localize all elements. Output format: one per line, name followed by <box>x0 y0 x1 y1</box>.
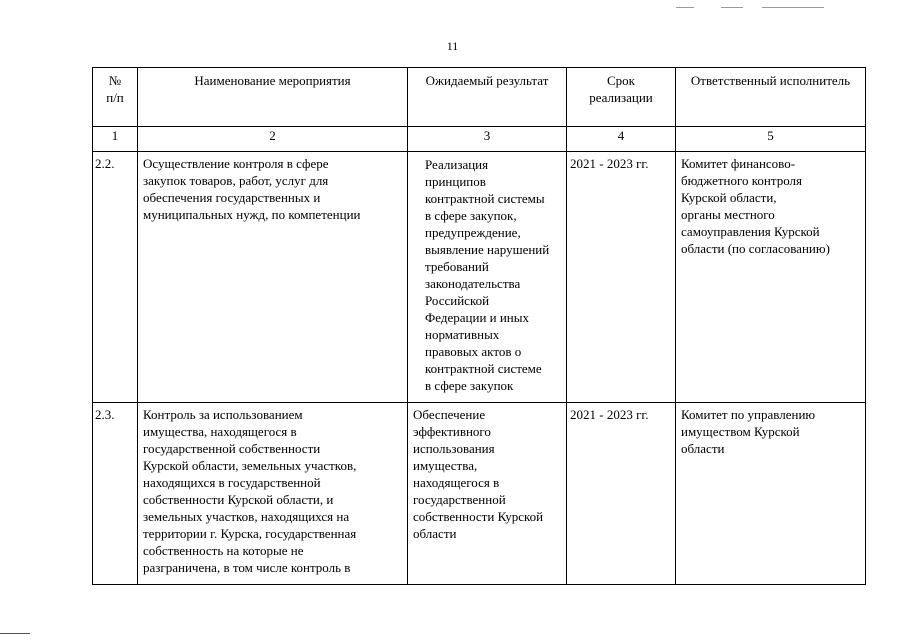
column-number: 1 <box>93 127 138 152</box>
column-number: 3 <box>408 127 567 152</box>
measure-name: Контроль за использованием имущества, находящегося в государственной собственности Курской области, земельных участков, находящихся в государственной собственности Курской области, и земельных участков, находящихся на территории г. Курска, государственная собственность на которые не разграничена, в том числе контроль в <box>138 403 408 585</box>
responsible-executor: Комитет по управлению имуществом Курской области <box>676 403 866 585</box>
column-number: 2 <box>138 127 408 152</box>
responsible-executor: Комитет финансово- бюджетного контроля Курской области, органы местного самоуправления Курской области (по согласованию) <box>676 152 866 403</box>
scan-artifact <box>0 633 30 634</box>
header-result: Ожидаемый результат <box>408 68 567 127</box>
column-number: 4 <box>567 127 676 152</box>
row-number: 2.2. <box>93 152 138 403</box>
implementation-period: 2021 - 2023 гг. <box>567 152 676 403</box>
table-header-row <box>93 68 866 127</box>
expected-result: Реализация принципов контрактной системы в сфере закупок, предупреждение, выявление нарушений требований законодательства Российской Федерации и иных нормативных правовых актов о контрактной системе в сфере закупок <box>408 152 567 403</box>
measures-table <box>92 67 866 585</box>
row-number: 2.3. <box>93 403 138 585</box>
header-num: № п/п <box>93 68 138 127</box>
scan-artifact <box>676 7 694 8</box>
table-row <box>93 152 866 403</box>
column-number-row <box>93 127 866 152</box>
expected-result: Обеспечение эффективного использования имущества, находящегося в государственной собственности Курской области <box>408 403 567 585</box>
header-name: Наименование мероприятия <box>138 68 408 127</box>
header-responsible: Ответственный исполнитель <box>676 68 866 127</box>
scan-artifact <box>721 7 743 8</box>
measure-name: Осуществление контроля в сфере закупок товаров, работ, услуг для обеспечения государственных и муниципальных нужд, по компетенции <box>138 152 408 403</box>
column-number: 5 <box>676 127 866 152</box>
table-row <box>93 403 866 585</box>
page-number: 11 <box>446 39 459 53</box>
implementation-period: 2021 - 2023 гг. <box>567 403 676 585</box>
scan-artifact <box>762 7 824 8</box>
header-period: Срок реализации <box>567 68 676 127</box>
